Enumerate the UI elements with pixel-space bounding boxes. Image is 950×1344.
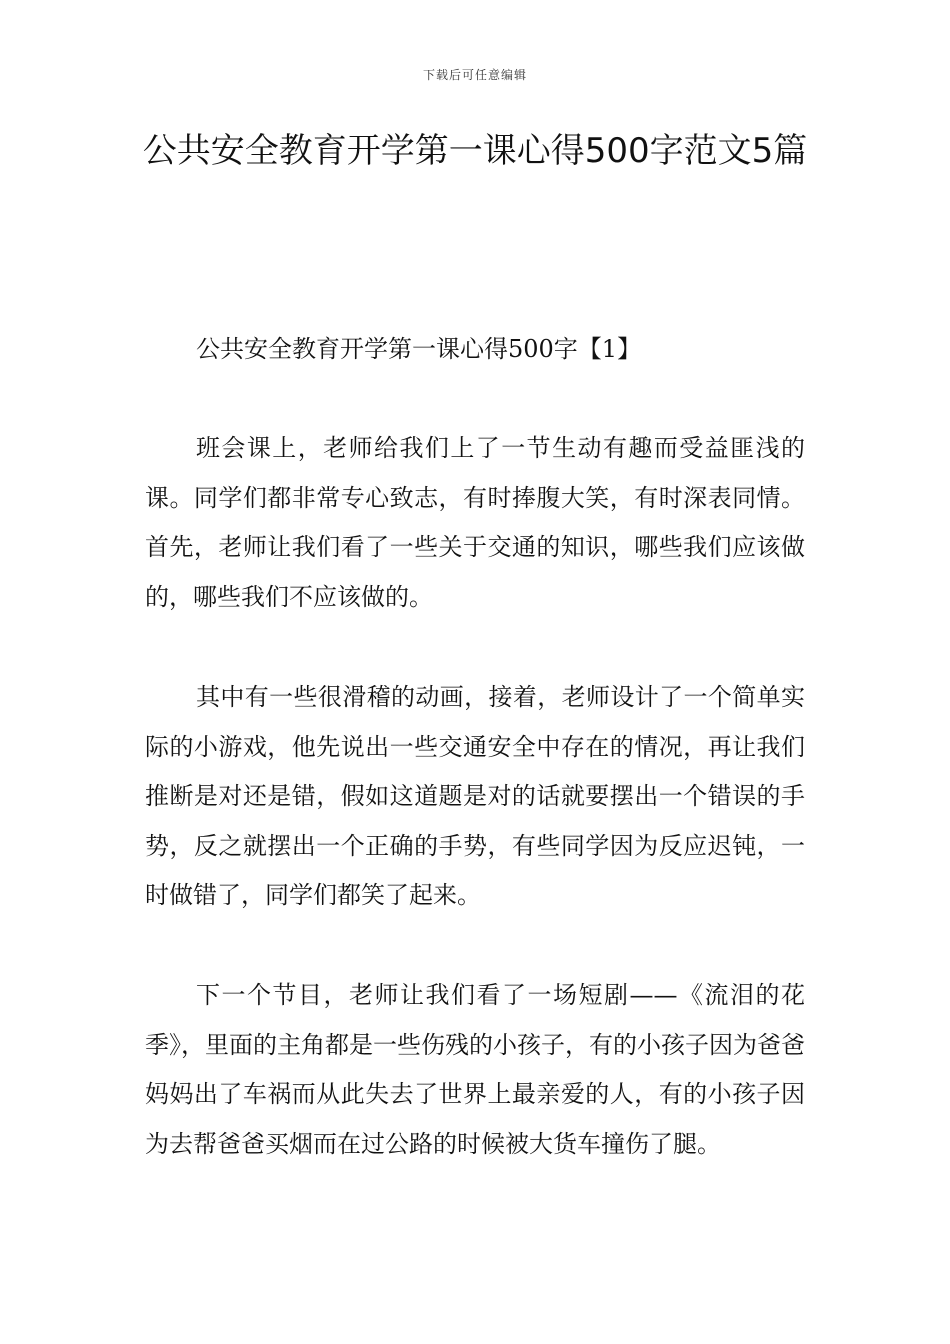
paragraph: 班会课上，老师给我们上了一节生动有趣而受益匪浅的课。同学们都非常专心致志，有时捧腹大笑，有时深表同情。首先，老师让我们看了一些关于交通的知识，哪些我们应该做的，哪些我们不应该做的。 xyxy=(145,434,805,611)
section-heading: 公共安全教育开学第一课心得500字【1】 xyxy=(196,335,642,363)
paragraph: 其中有一些很滑稽的动画，接着，老师设计了一个简单实际的小游戏，他先说出一些交通安全中存在的情况，再让我们推断是对还是错，假如这道题是对的话就要摆出一个错误的手势，反之就摆出一个正确的手势，有些同学因为反应迟钝，一时做错了，同学们都笑了起来。 xyxy=(145,683,805,909)
document-title: 公共安全教育开学第一课心得500字范文5篇 xyxy=(142,131,808,171)
paragraph: 下一个节目，老师让我们看了一场短剧——《流泪的花季》，里面的主角都是一些伤残的小孩子，有的小孩子因为爸爸妈妈出了车祸而从此失去了世界上最亲爱的人，有的小孩子因为去帮爸爸买烟而在过公路的时候被大货车撞伤了腿。 xyxy=(145,981,805,1158)
header-note: 下载后可任意编辑 xyxy=(422,68,527,82)
